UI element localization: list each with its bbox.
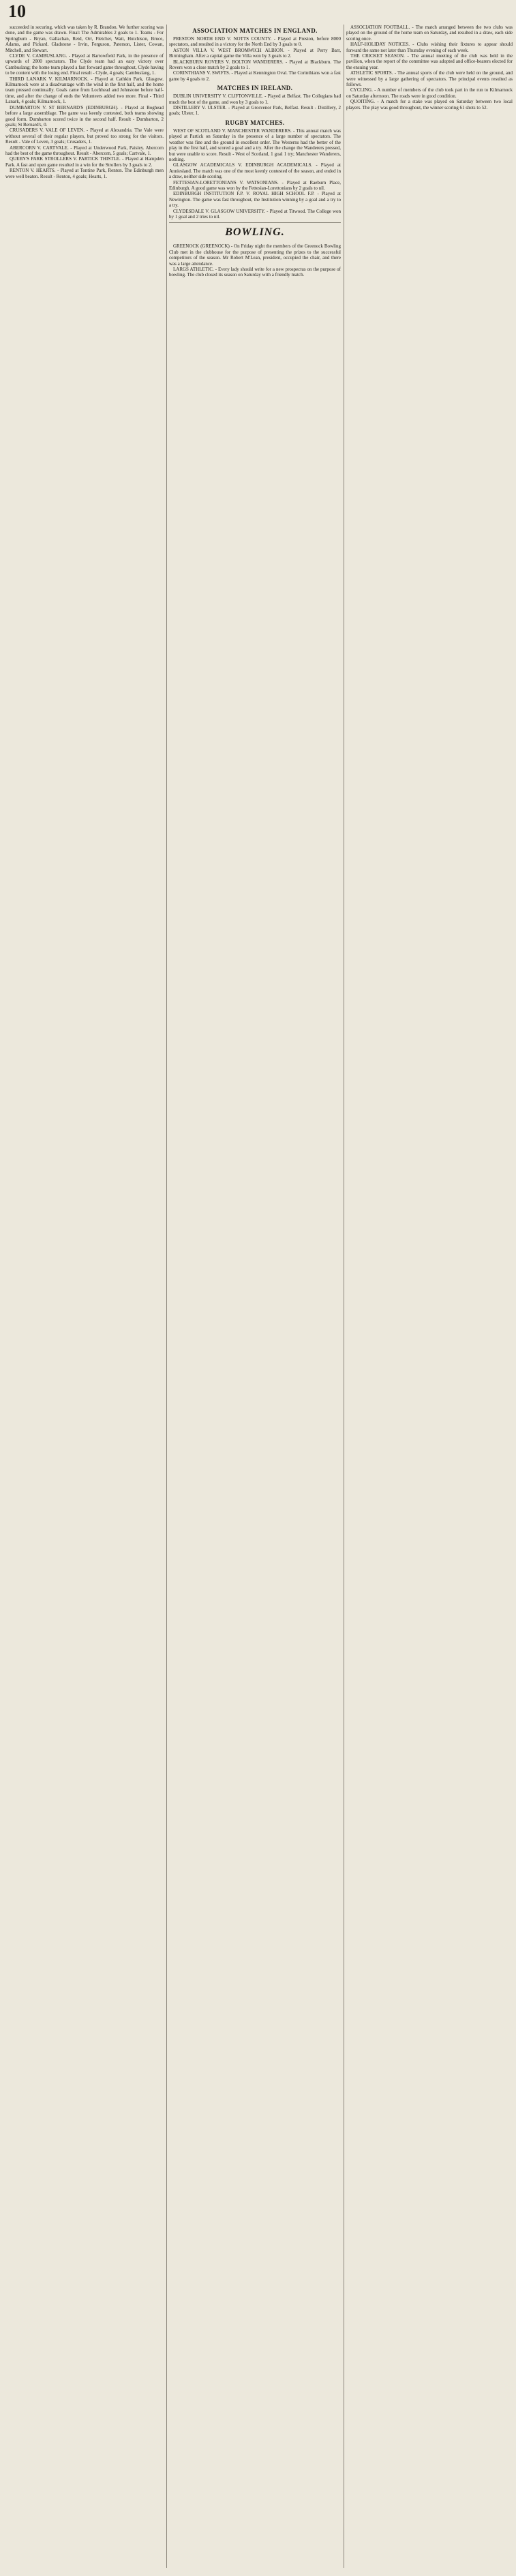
section-heading-bowling: BOWLING. [225, 226, 285, 239]
left-paragraph: CRUSADERS V. VALE OF LEVEN. - Played at Alexandria. The Vale were without several of their regular players, but proved too strong for the visitors. Result - Vale of Leven, 3 goals; Crusaders, 1. [5, 128, 164, 145]
right-paragraph: THE CRICKET SEASON. - The annual meeting of the club was held in the pavilion, when the report of the committee was adopted and office-bearers elected for the ensuing year. [346, 53, 513, 70]
middle-column [169, 25, 341, 2568]
right-paragraph: CYCLING. - A number of members of the club took part in the run to Kilmarnock on Saturday afternoon. The roads were in good condition. [346, 87, 513, 99]
england-paragraph: ASTON VILLA V. WEST BROMWICH ALBION. - Played at Perry Barr, Birmingham. After a capital game the Villa won by 3 goals to 2. [169, 47, 341, 59]
england-paragraph: CORINTHIANS V. SWIFTS. - Played at Kennington Oval. The Corinthians won a fast game by 4 goals to 2. [169, 70, 341, 82]
rugby-paragraph: EDINBURGH INSTITUTION F.P. V. ROYAL HIGH SCHOOL F.P. - Played at Newington. The game was fast throughout, the Institution winning by a goal and a try to a try. [169, 191, 341, 209]
section-heading-ireland: MATCHES IN IRELAND. [217, 85, 293, 92]
ireland-paragraph: DUBLIN UNIVERSITY V. CLIFTONVILLE. - Played at Belfast. The Collegians had much the best of the game, and won by 3 goals to 1. [169, 93, 341, 105]
bowling-paragraph: GREENOCK (GREENOCK) - On Friday night the members of the Greenock Bowling Club met in the clubhouse for the purpose of presenting the prizes to the successful competitors of the season. Mr Robert M'Lean, president, occupied the chair, and there was a large attendance. [169, 243, 341, 267]
left-paragraph: DUMBARTON V. ST BERNARD'S (EDINBURGH). - Played at Boghead before a large assemblage. The game was keenly contested, both teams showing good form. Dumbarton scored twice in the second half. Result - Dumbarton, 2 goals; St Bernard's, 0. [5, 104, 164, 128]
right-paragraph: ASSOCIATION FOOTBALL. - The match arranged between the two clubs was played on the ground of the home team on Saturday, and resulted in a draw, each side scoring once. [346, 25, 513, 42]
bowling-section [169, 243, 341, 278]
left-paragraph: QUEEN'S PARK STROLLERS V. PARTICK THISTLE. - Played at Hampden Park. A fast and open game resulted in a win for the Strollers by 3 goals to 2. [5, 156, 164, 168]
right-paragraph: ATHLETIC SPORTS. - The annual sports of the club were held on the ground, and were witnessed by a large gathering of spectators. The principal events resulted as follows. [346, 70, 513, 88]
left-column-text [5, 25, 164, 179]
ireland-paragraph: DISTILLERY V. ULSTER. - Played at Grosvenor Park, Belfast. Result - Distillery, 2 goals; Ulster, 1. [169, 105, 341, 117]
rugby-paragraph: FETTESIAN-LORETTONIANS V. WATSONIANS. - Played at Raeburn Place, Edinburgh. A good game was won by the Fettesian-Lorettonians by 2 goals to nil. [169, 179, 341, 191]
right-paragraph: QUOITING. - A match for a stake was played on Saturday between two local players. The play was good throughout, the winner scoring 61 shots to 52. [346, 99, 513, 110]
right-paragraph: HALF-HOLIDAY NOTICES. - Clubs wishing their fixtures to appear should forward the same not later than Thursday evening of each week. [346, 42, 513, 53]
rugby-paragraph: WEST OF SCOTLAND V. MANCHESTER WANDERERS. - This annual match was played at Partick on Saturday in the presence of a large number of spectators. The weather was fine and the ground in excellent order. The Westerns had the better of the play in the first half, and scored a goal and a try. After the change the Wanderers pressed, but were unable to score. Result - West of Scotland, 1 goal 1 try; Manchester Wanderers, nothing. [169, 128, 341, 162]
left-column [5, 25, 164, 2568]
section-heading-england: ASSOCIATION MATCHES IN ENGLAND. [192, 27, 318, 34]
england-paragraph: BLACKBURN ROVERS V. BOLTON WANDERERS. - Played at Blackburn. The Rovers won a close match by 2 goals to 1. [169, 59, 341, 71]
left-paragraph: RENTON V. HEARTS. - Played at Tontine Park, Renton. The Edinburgh men were well beaten. Result - Renton, 4 goals; Hearts, 1. [5, 168, 164, 179]
rugby-paragraph: GLASGOW ACADEMICALS V. EDINBURGH ACADEMICALS. - Played at Anniesland. The match was one of the most keenly contested of the season, and ended in a draw, neither side scoring. [169, 162, 341, 180]
left-paragraph: CLYDE V. CAMBUSLANG. - Played at Barrowfield Park, in the presence of upwards of 2000 spectators. The Clyde team had an easy victory over Cambuslang; the home team played a fast forward game throughout, Clyde having to be content with the losing end. Final result - Clyde, 4 goals; Cambuslang, 1. [5, 53, 164, 76]
left-paragraph: THIRD LANARK V. KILMARNOCK. - Played at Cathkin Park, Glasgow. Kilmarnock were at a disadvantage with the wind in the first half, and the home team pressed continually. Goals came from Lochhead and Johnstone before half-time, and after the change of ends the Volunteers added two more. Final - Third Lanark, 4 goals; Kilmarnock, 1. [5, 76, 164, 105]
england-paragraph: PRESTON NORTH END V. NOTTS COUNTY. - Played at Preston, before 8000 spectators, and resulted in a victory for the North End by 3 goals to 0. [169, 36, 341, 48]
england-section [169, 36, 341, 82]
right-column [346, 25, 513, 2568]
ireland-section [169, 93, 341, 117]
left-paragraph: succeeded in securing, which was taken by R. Brandon. We further scoring was done, and the game was drawn. Final: The Admirables 2 goals to 1. Teams - For Springburn - Bryan, Gallachan, Reid, Orr, Fletcher, Watt, Hutchison, Bruce, Adams, and Pickard. Gladstone - Irvin, Ferguson, Paterson, Lister, Cowan, Mitchell, and Stewart. [5, 25, 164, 53]
right-column-text [346, 25, 513, 110]
column-rule-left [166, 25, 167, 2568]
section-divider [169, 222, 341, 223]
bowling-paragraph: LARGS ATHLETIC. - Every lady should write for a new prospectus on the purpose of bowling. The club closed its season on Saturday with a friendly match. [169, 267, 341, 278]
section-heading-rugby: RUGBY MATCHES. [225, 119, 285, 126]
rugby-paragraph: CLYDESDALE V. GLASGOW UNIVERSITY. - Played at Titwood. The College won by 1 goal and 2 tries to nil. [169, 208, 341, 220]
page-number: 10 [8, 1, 26, 21]
left-paragraph: ABERCORN V. CARTVALE. - Played at Underwood Park, Paisley. Abercorn had the best of the game throughout. Result - Abercorn, 5 goals; Cartvale, 1. [5, 145, 164, 156]
rugby-section [169, 128, 341, 220]
